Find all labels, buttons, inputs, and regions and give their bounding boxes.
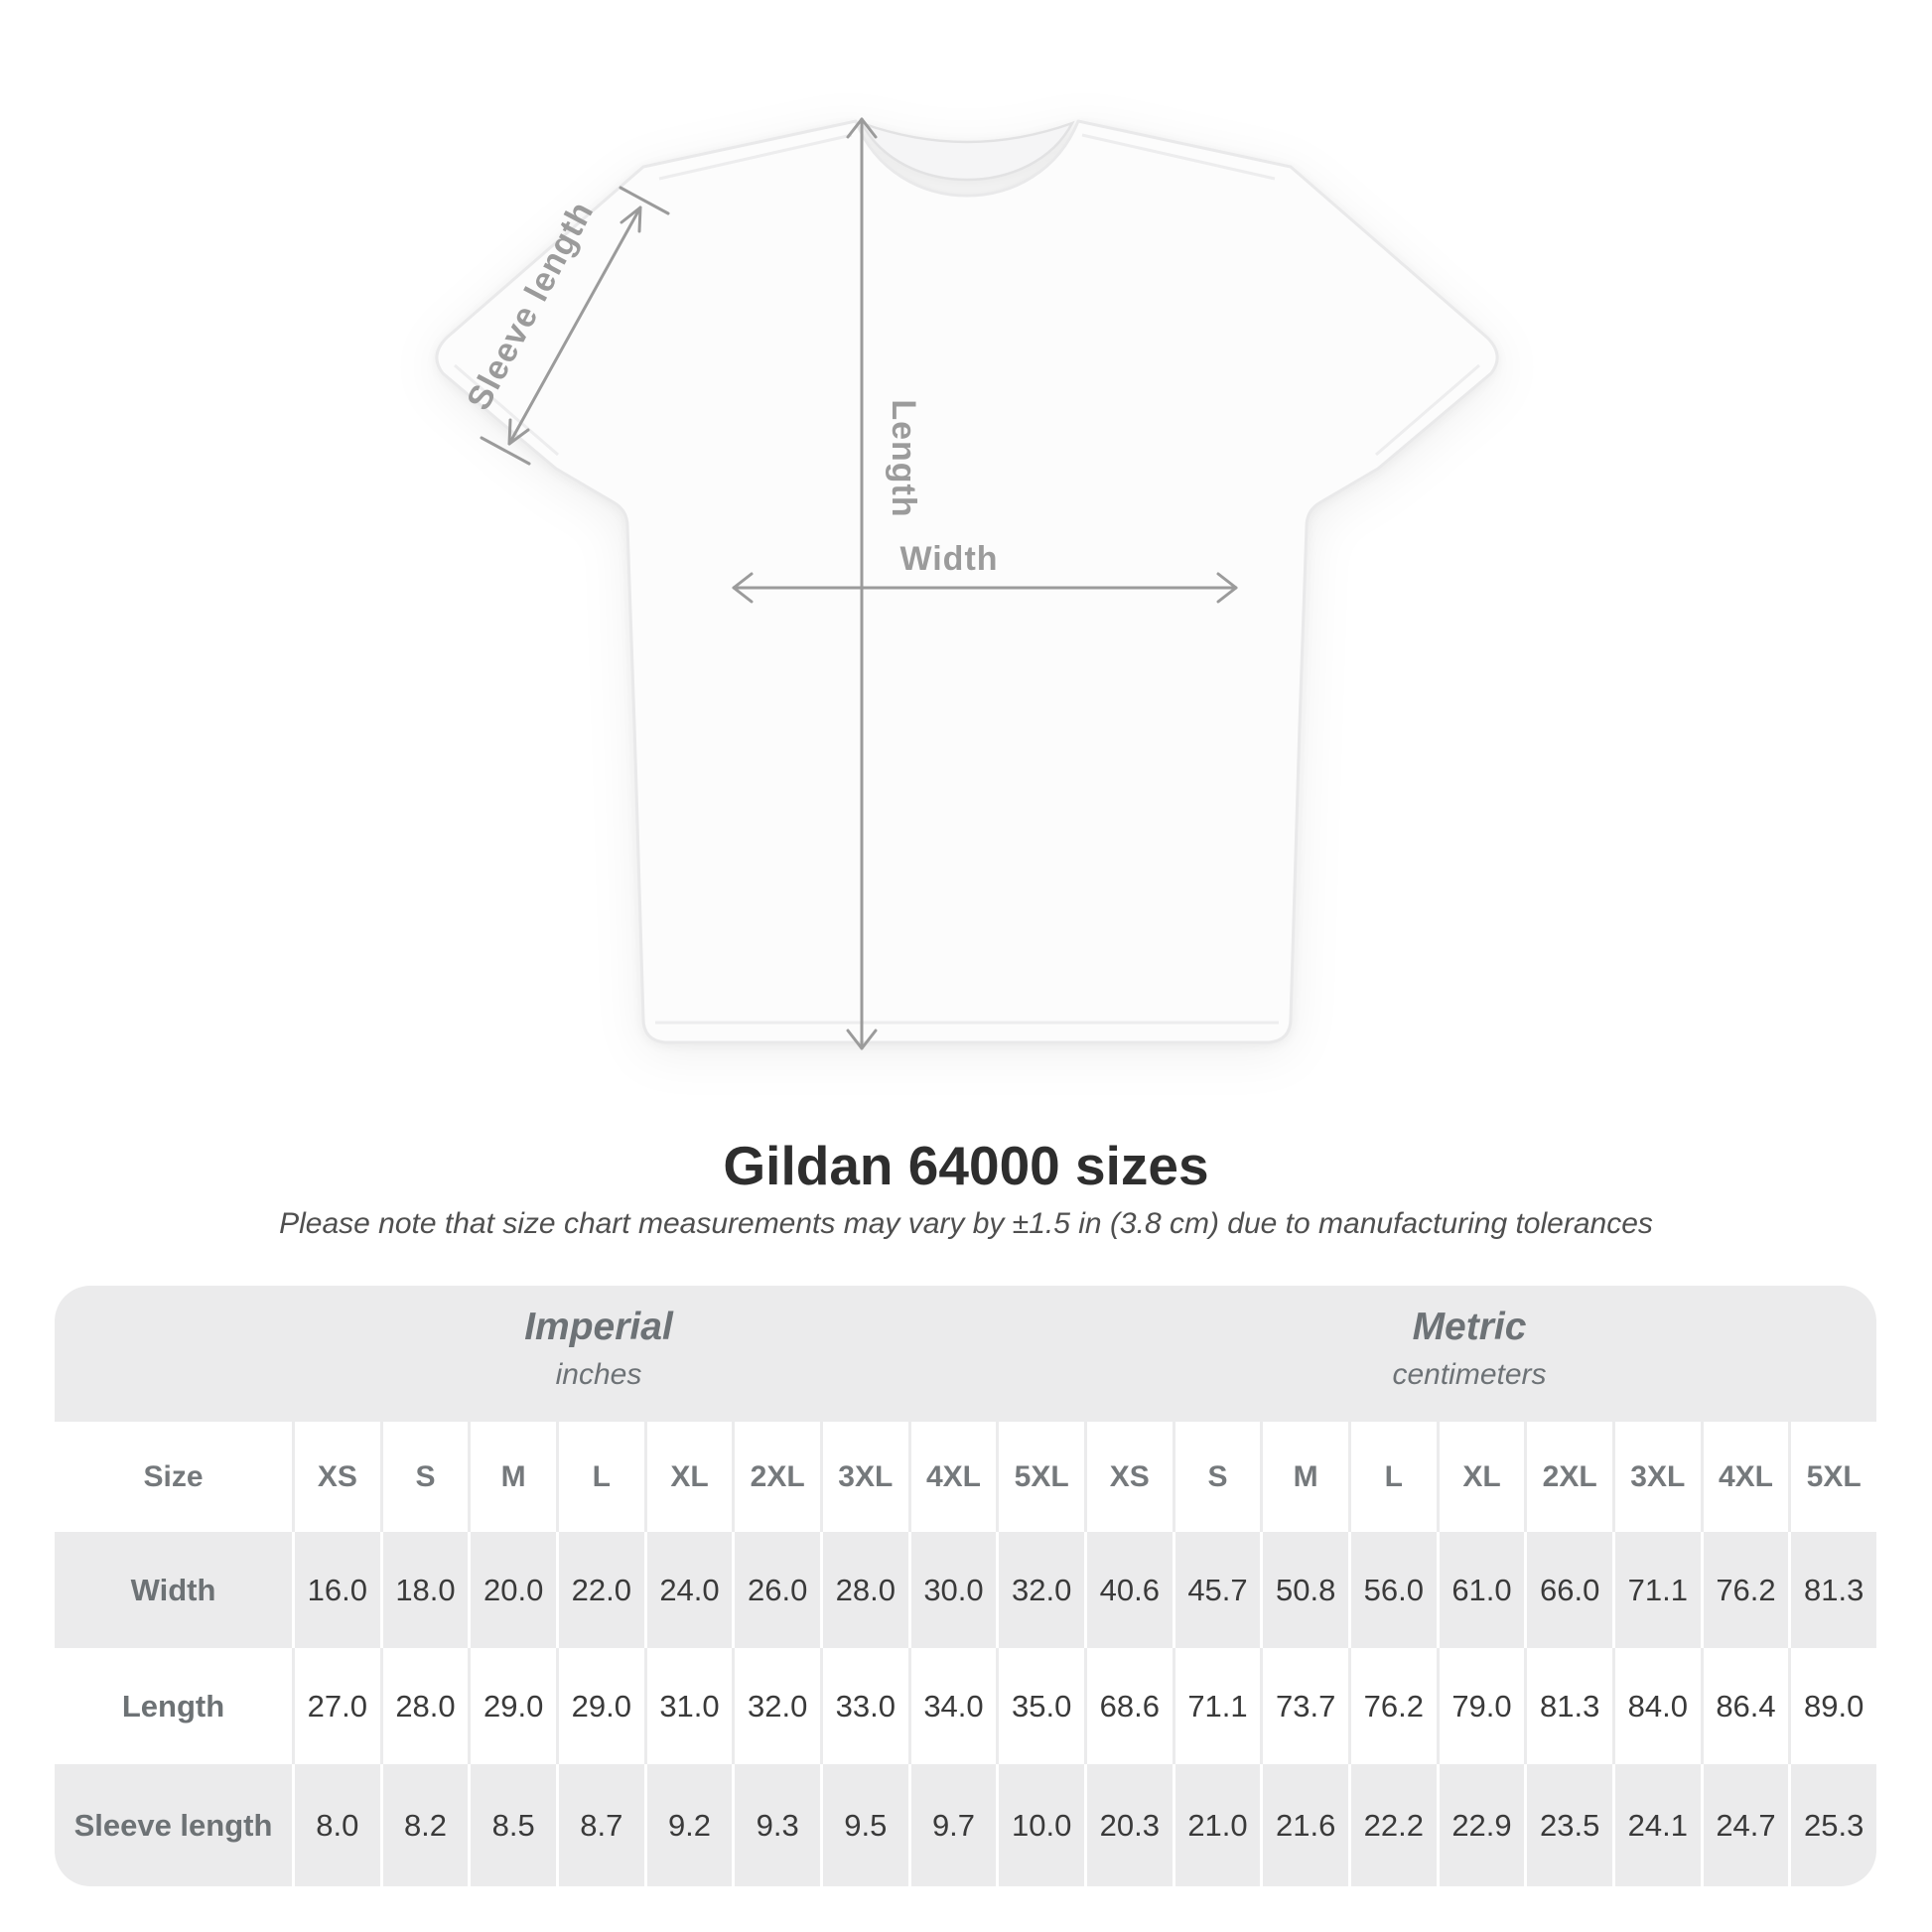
measurement-value: 16.0 xyxy=(292,1532,380,1648)
measurement-value: 10.0 xyxy=(996,1764,1084,1886)
size-row-label: Size xyxy=(143,1459,204,1493)
measurement-value: 9.7 xyxy=(908,1764,997,1886)
measurement-value: 89.0 xyxy=(1788,1648,1876,1764)
measurement-value: 22.9 xyxy=(1437,1764,1525,1886)
measurement-value: 66.0 xyxy=(1524,1532,1612,1648)
size-column-header: XS xyxy=(1084,1422,1173,1532)
page-title: Gildan 64000 sizes xyxy=(723,1135,1209,1196)
measurement-value: 79.0 xyxy=(1437,1648,1525,1764)
measurement-value: 29.0 xyxy=(556,1648,644,1764)
row-label: Sleeve length xyxy=(73,1807,273,1843)
size-column-header: L xyxy=(556,1422,644,1532)
size-table xyxy=(55,1286,1876,1886)
size-column-header: 4XL xyxy=(1701,1422,1789,1532)
measurement-value: 8.7 xyxy=(556,1764,644,1886)
size-column-header: 3XL xyxy=(820,1422,908,1532)
table-row xyxy=(55,1532,1876,1648)
size-column-header: L xyxy=(1348,1422,1437,1532)
measurement-value: 18.0 xyxy=(380,1532,469,1648)
measurement-value: 27.0 xyxy=(292,1648,380,1764)
size-column-header: 3XL xyxy=(1612,1422,1701,1532)
length-label: Length xyxy=(885,399,922,518)
measurement-value: 24.0 xyxy=(644,1532,733,1648)
measurement-value: 21.0 xyxy=(1173,1764,1261,1886)
size-column-header: 5XL xyxy=(996,1422,1084,1532)
measurement-value: 45.7 xyxy=(1173,1532,1261,1648)
width-label: Width xyxy=(899,540,999,578)
metric-unit: centimeters xyxy=(1392,1358,1547,1391)
metric-title: Metric xyxy=(1412,1306,1527,1348)
measurement-value: 29.0 xyxy=(468,1648,556,1764)
row-label: Length xyxy=(121,1688,225,1724)
size-column-header: 5XL xyxy=(1788,1422,1876,1532)
unit-header-band xyxy=(55,1286,1876,1422)
table-rows xyxy=(55,1532,1876,1886)
tolerance-note: Please note that size chart measurements may vary by ±1.5 in (3.8 cm) due to manufacturing tolerances xyxy=(279,1207,1653,1240)
size-column-header: XL xyxy=(644,1422,733,1532)
measurement-value: 26.0 xyxy=(732,1532,820,1648)
measurement-value: 28.0 xyxy=(380,1648,469,1764)
size-column-header: S xyxy=(1173,1422,1261,1532)
measurement-value: 71.1 xyxy=(1612,1532,1701,1648)
measurement-value: 81.3 xyxy=(1788,1532,1876,1648)
measurement-value: 32.0 xyxy=(732,1648,820,1764)
size-column-header: 2XL xyxy=(732,1422,820,1532)
measurement-value: 73.7 xyxy=(1260,1648,1348,1764)
imperial-header xyxy=(524,1306,673,1392)
tshirt-shape xyxy=(437,121,1497,1042)
measurement-value: 32.0 xyxy=(996,1532,1084,1648)
measurement-value: 8.5 xyxy=(468,1764,556,1886)
size-column-header: XS xyxy=(292,1422,380,1532)
measurement-value: 34.0 xyxy=(908,1648,997,1764)
measurement-value: 68.6 xyxy=(1084,1648,1173,1764)
imperial-unit: inches xyxy=(555,1358,642,1391)
size-column-header: 2XL xyxy=(1524,1422,1612,1532)
size-column-header: 4XL xyxy=(908,1422,997,1532)
measurement-value: 40.6 xyxy=(1084,1532,1173,1648)
measurement-value: 24.7 xyxy=(1701,1764,1789,1886)
sleeve-length-label: Sleeve length xyxy=(460,195,602,417)
row-label: Width xyxy=(130,1572,216,1607)
measurement-value: 86.4 xyxy=(1701,1648,1789,1764)
measurement-value: 9.2 xyxy=(644,1764,733,1886)
measurement-value: 22.2 xyxy=(1348,1764,1437,1886)
measurement-value: 76.2 xyxy=(1348,1648,1437,1764)
measurement-value: 20.0 xyxy=(468,1532,556,1648)
size-header-row xyxy=(55,1422,1876,1532)
measurement-value: 56.0 xyxy=(1348,1532,1437,1648)
size-column-header: S xyxy=(380,1422,469,1532)
measurement-value: 35.0 xyxy=(996,1648,1084,1764)
measurement-value: 23.5 xyxy=(1524,1764,1612,1886)
table-row xyxy=(55,1648,1876,1764)
measurement-value: 21.6 xyxy=(1260,1764,1348,1886)
imperial-title: Imperial xyxy=(524,1306,673,1348)
size-column-header: M xyxy=(468,1422,556,1532)
measurement-value: 24.1 xyxy=(1612,1764,1701,1886)
size-column-header: M xyxy=(1260,1422,1348,1532)
metric-header xyxy=(1392,1306,1546,1392)
measurement-value: 9.5 xyxy=(820,1764,908,1886)
measurement-value: 33.0 xyxy=(820,1648,908,1764)
measurement-value: 31.0 xyxy=(644,1648,733,1764)
measurement-value: 61.0 xyxy=(1437,1532,1525,1648)
measurement-value: 9.3 xyxy=(732,1764,820,1886)
measurement-value: 22.0 xyxy=(556,1532,644,1648)
measurement-value: 25.3 xyxy=(1788,1764,1876,1886)
measurement-value: 50.8 xyxy=(1260,1532,1348,1648)
measurement-value: 71.1 xyxy=(1173,1648,1261,1764)
size-column-header: XL xyxy=(1437,1422,1525,1532)
measurement-value: 81.3 xyxy=(1524,1648,1612,1764)
measurement-value: 30.0 xyxy=(908,1532,997,1648)
measurement-value: 76.2 xyxy=(1701,1532,1789,1648)
measurement-value: 28.0 xyxy=(820,1532,908,1648)
measurement-value: 8.0 xyxy=(292,1764,380,1886)
table-row xyxy=(55,1764,1876,1886)
measurement-value: 20.3 xyxy=(1084,1764,1173,1886)
measurement-value: 84.0 xyxy=(1612,1648,1701,1764)
measurement-value: 8.2 xyxy=(380,1764,469,1886)
